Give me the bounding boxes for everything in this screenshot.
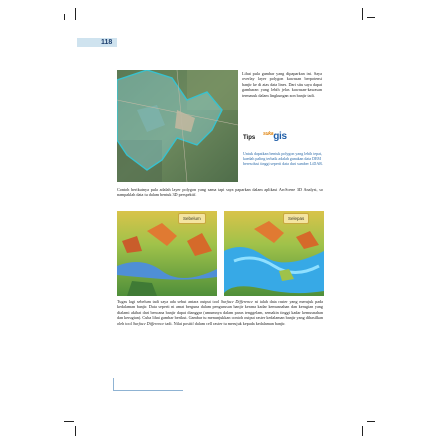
crop-mark [75, 426, 76, 436]
bottom-paragraph: Tugas lagi sebelum tadi saya ada sebut antara output tool Surface Difference ni ialah data raster yang merujuk pada kedalaman banjir. Data seperti ni amat berguna dalam pengurusan banjir kerana kadar kemusnahan dan kerugian yang dialami akibat dari bencana banjir dapat dianggar (umumnya dalam paras tenggelam, semakin tinggi kadar kemusnahan dan kerugian). Cuba lihat gambar berikut. Gambar tu menunjukkan contoh output raster kedalaman banjir yang dihasilkan oleh tool Surface Difference tadi. Nilai positif dalam cell raster tu merujuk kepada kedalaman banjir. [117, 299, 324, 326]
after-label: Selepas [283, 213, 309, 224]
aerial-flood-overlay-image [117, 70, 238, 182]
crop-mark [367, 17, 375, 18]
crop-mark [362, 426, 363, 436]
crop-mark [367, 421, 375, 422]
tips-word: Tips [243, 135, 256, 141]
tip-text: Untuk dapatkan bentuk polygon yang lebih tepat, kaedah paling terbaik adalah gunakan data DEM beresolusi tinggi seperti data dari sumber LiDAR. [243, 151, 323, 166]
footer-rule [113, 378, 114, 390]
tips-logo [243, 130, 323, 148]
crop-mark [64, 421, 74, 422]
middle-paragraph: Contoh berikutnya pula adalah layer polygon yang sama tapi saya paparkan dalam aplikasi ArcScene 3D Analyst, so nampaklah data tu dalam bentuk 3D perspektif. [117, 187, 323, 198]
crop-mark [362, 8, 363, 20]
before-label: Sebelum [178, 213, 206, 224]
crop-mark [75, 8, 76, 20]
crop-mark [64, 14, 65, 20]
after-flood-3d-image [224, 211, 324, 296]
footer-rule [113, 390, 183, 391]
sukagis-logo: $^{suka}$gis [263, 131, 287, 142]
intro-paragraph: Lihat pula gambar yang dipaparkan ini. Saya overlay layer polygon kawasan berpotensi banjir ke di atas data lines. Dari situ saya dapat gambaran yang lebih jelas kawasan-kawasan termasuk dalam lingkungan zon banjir tadi. [242, 71, 322, 98]
page-number: 118 [101, 39, 113, 46]
